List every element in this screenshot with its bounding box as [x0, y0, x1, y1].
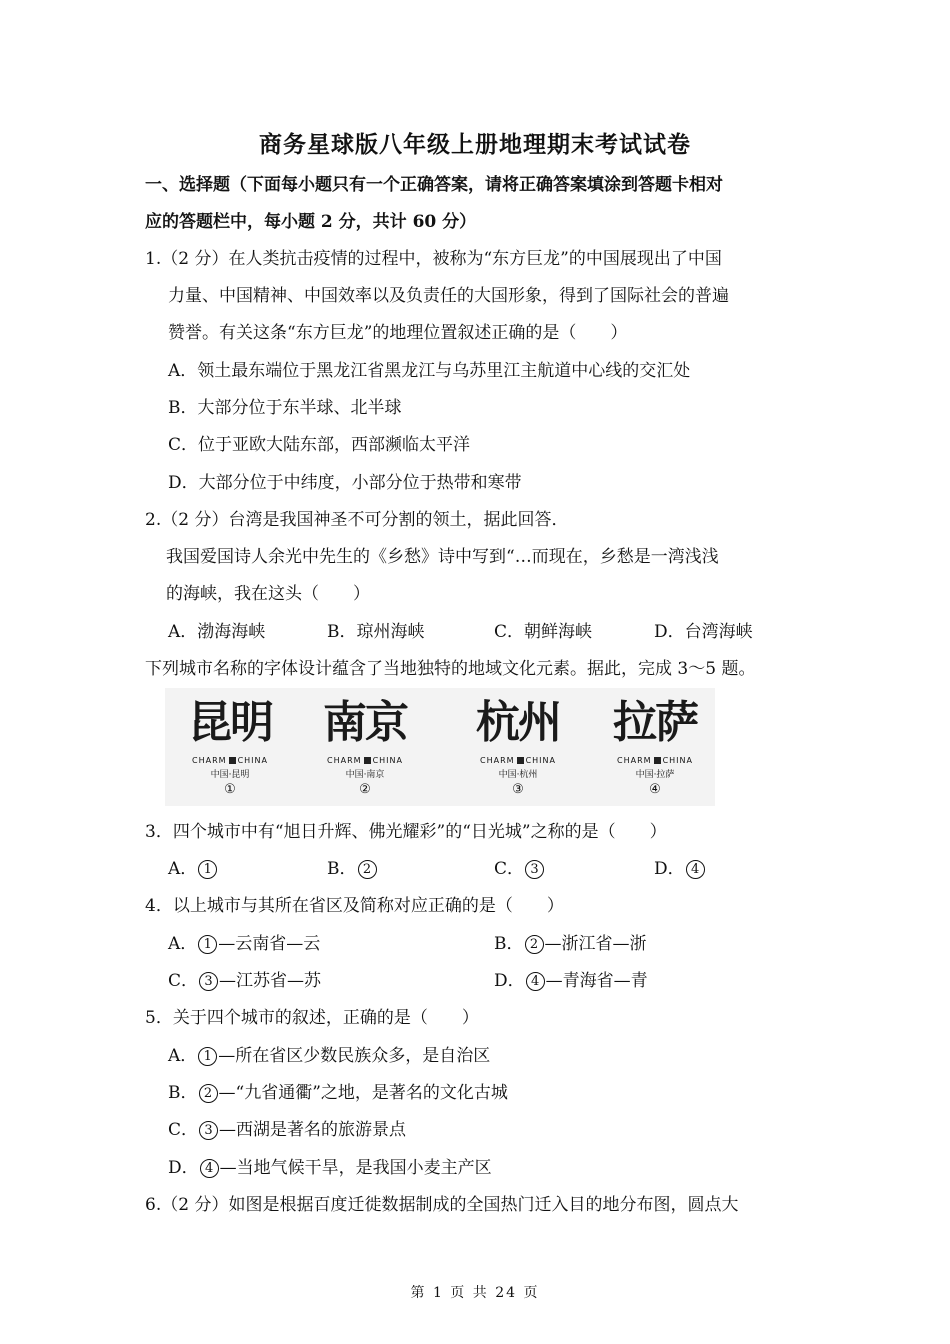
q4-option-a: A． 1 —云南省—云 [168, 934, 321, 954]
city-logo-figure [165, 688, 715, 806]
logo-lhasa-art: 拉萨 [613, 697, 697, 748]
logo-nanjing-art: 南京 [323, 697, 407, 748]
logo-nanjing-city: 中国·南京 [345, 770, 385, 780]
q1-option-a: A．领土最东端位于黑龙江省黑龙江与乌苏里江主航道中心线的交汇处 [168, 361, 691, 381]
logo-hangzhou-tag: CHARM CHINA [480, 756, 556, 765]
logo-hangzhou-art: 杭州 [476, 697, 560, 748]
logo-lhasa-city: 中国·拉萨 [635, 770, 675, 780]
logo-hangzhou-city: 中国·杭州 [498, 770, 538, 780]
q4-option-c: C． 3 —江苏省—苏 [168, 971, 322, 991]
q6-stem-line-1: 6.（2 分）如图是根据百度迁徙数据制成的全国热门迁入目的地分布图，圆点大 [145, 1195, 739, 1215]
q1-option-c: C．位于亚欧大陆东部，西部濒临太平洋 [168, 435, 471, 455]
questions-3-5-intro: 下列城市名称的字体设计蕴含了当地独特的地域文化元素。据此，完成 3～5 题。 [145, 659, 756, 679]
logo-kunming-number: ① [224, 782, 236, 797]
logo-lhasa-tag: CHARM CHINA [617, 756, 693, 765]
q1-stem-line-3: 赞誉。有关这条“东方巨龙”的地理位置叙述正确的是（ ） [168, 323, 628, 343]
q2-stem-line-2: 我国爱国诗人余光中先生的《乡愁》诗中写到“…而现在，乡愁是一湾浅浅 [166, 547, 719, 567]
page-footer: 第 1 页 共 24 页 [410, 1285, 540, 1301]
logo-kunming-tag: CHARM CHINA [192, 756, 268, 765]
q5-option-b: B． 2 —“九省通衢”之地，是著名的文化古城 [168, 1083, 508, 1103]
q1-stem-line-2: 力量、中国精神、中国效率以及负责任的大国形象，得到了国际社会的普遍 [168, 286, 729, 306]
section-heading-line-1: 一、选择题（下面每小题只有一个正确答案，请将正确答案填涂到答题卡相对 [145, 175, 723, 195]
page-title: 商务星球版八年级上册地理期末考试试卷 [259, 131, 691, 158]
q3-option-a: A． 1 [168, 858, 218, 880]
section-heading-line-2: 应的答题栏中，每小题 2 分，共计 60 分） [145, 212, 477, 232]
q4-option-d: D． 4 —青海省—青 [494, 971, 648, 991]
q2-option-b: B．琼州海峡 [327, 622, 425, 642]
q2-stem-line-3: 的海峡，我在这头（ ） [166, 584, 370, 604]
q4-option-b: B． 2 —浙江省—浙 [494, 934, 647, 954]
logo-lhasa-number: ④ [649, 782, 661, 797]
q4-stem: 4．以上城市与其所在省区及简称对应正确的是（ ） [145, 896, 564, 916]
logo-hangzhou-number: ③ [512, 782, 524, 797]
q1-option-d: D．大部分位于中纬度，小部分位于热带和寒带 [168, 473, 522, 493]
q5-option-c: C． 3 —西湖是著名的旅游景点 [168, 1120, 407, 1140]
q5-stem: 5．关于四个城市的叙述，正确的是（ ） [145, 1008, 479, 1028]
logo-hangzhou [453, 688, 583, 806]
logo-nanjing-tag: CHARM CHINA [327, 756, 403, 765]
q3-option-d: D． 4 [654, 858, 706, 880]
logo-lhasa [590, 688, 720, 806]
q2-option-d: D．台湾海峡 [654, 622, 753, 642]
q2-option-a: A．渤海海峡 [168, 622, 266, 642]
q1-option-b: B．大部分位于东半球、北半球 [168, 398, 402, 418]
q2-option-c: C．朝鲜海峡 [494, 622, 593, 642]
q3-option-c: C． 3 [494, 858, 545, 880]
logo-kunming [165, 688, 295, 806]
q3-stem: 3．四个城市中有“旭日升辉、佛光耀彩”的“日光城”之称的是（ ） [145, 822, 667, 842]
q3-option-b: B． 2 [327, 858, 378, 880]
q2-stem-line-1: 2.（2 分）台湾是我国神圣不可分割的领土，据此回答． [145, 510, 569, 530]
logo-nanjing [300, 688, 430, 806]
q5-option-a: A． 1 —所在省区少数民族众多，是自治区 [168, 1046, 491, 1066]
logo-kunming-art: 昆明 [188, 697, 272, 748]
logo-nanjing-number: ② [359, 782, 371, 797]
q5-option-d: D． 4 —当地气候干旱，是我国小麦主产区 [168, 1158, 492, 1178]
logo-kunming-city: 中国·昆明 [210, 770, 250, 780]
q1-stem-line-1: 1.（2 分）在人类抗击疫情的过程中，被称为“东方巨龙”的中国展现出了中国 [145, 249, 722, 269]
